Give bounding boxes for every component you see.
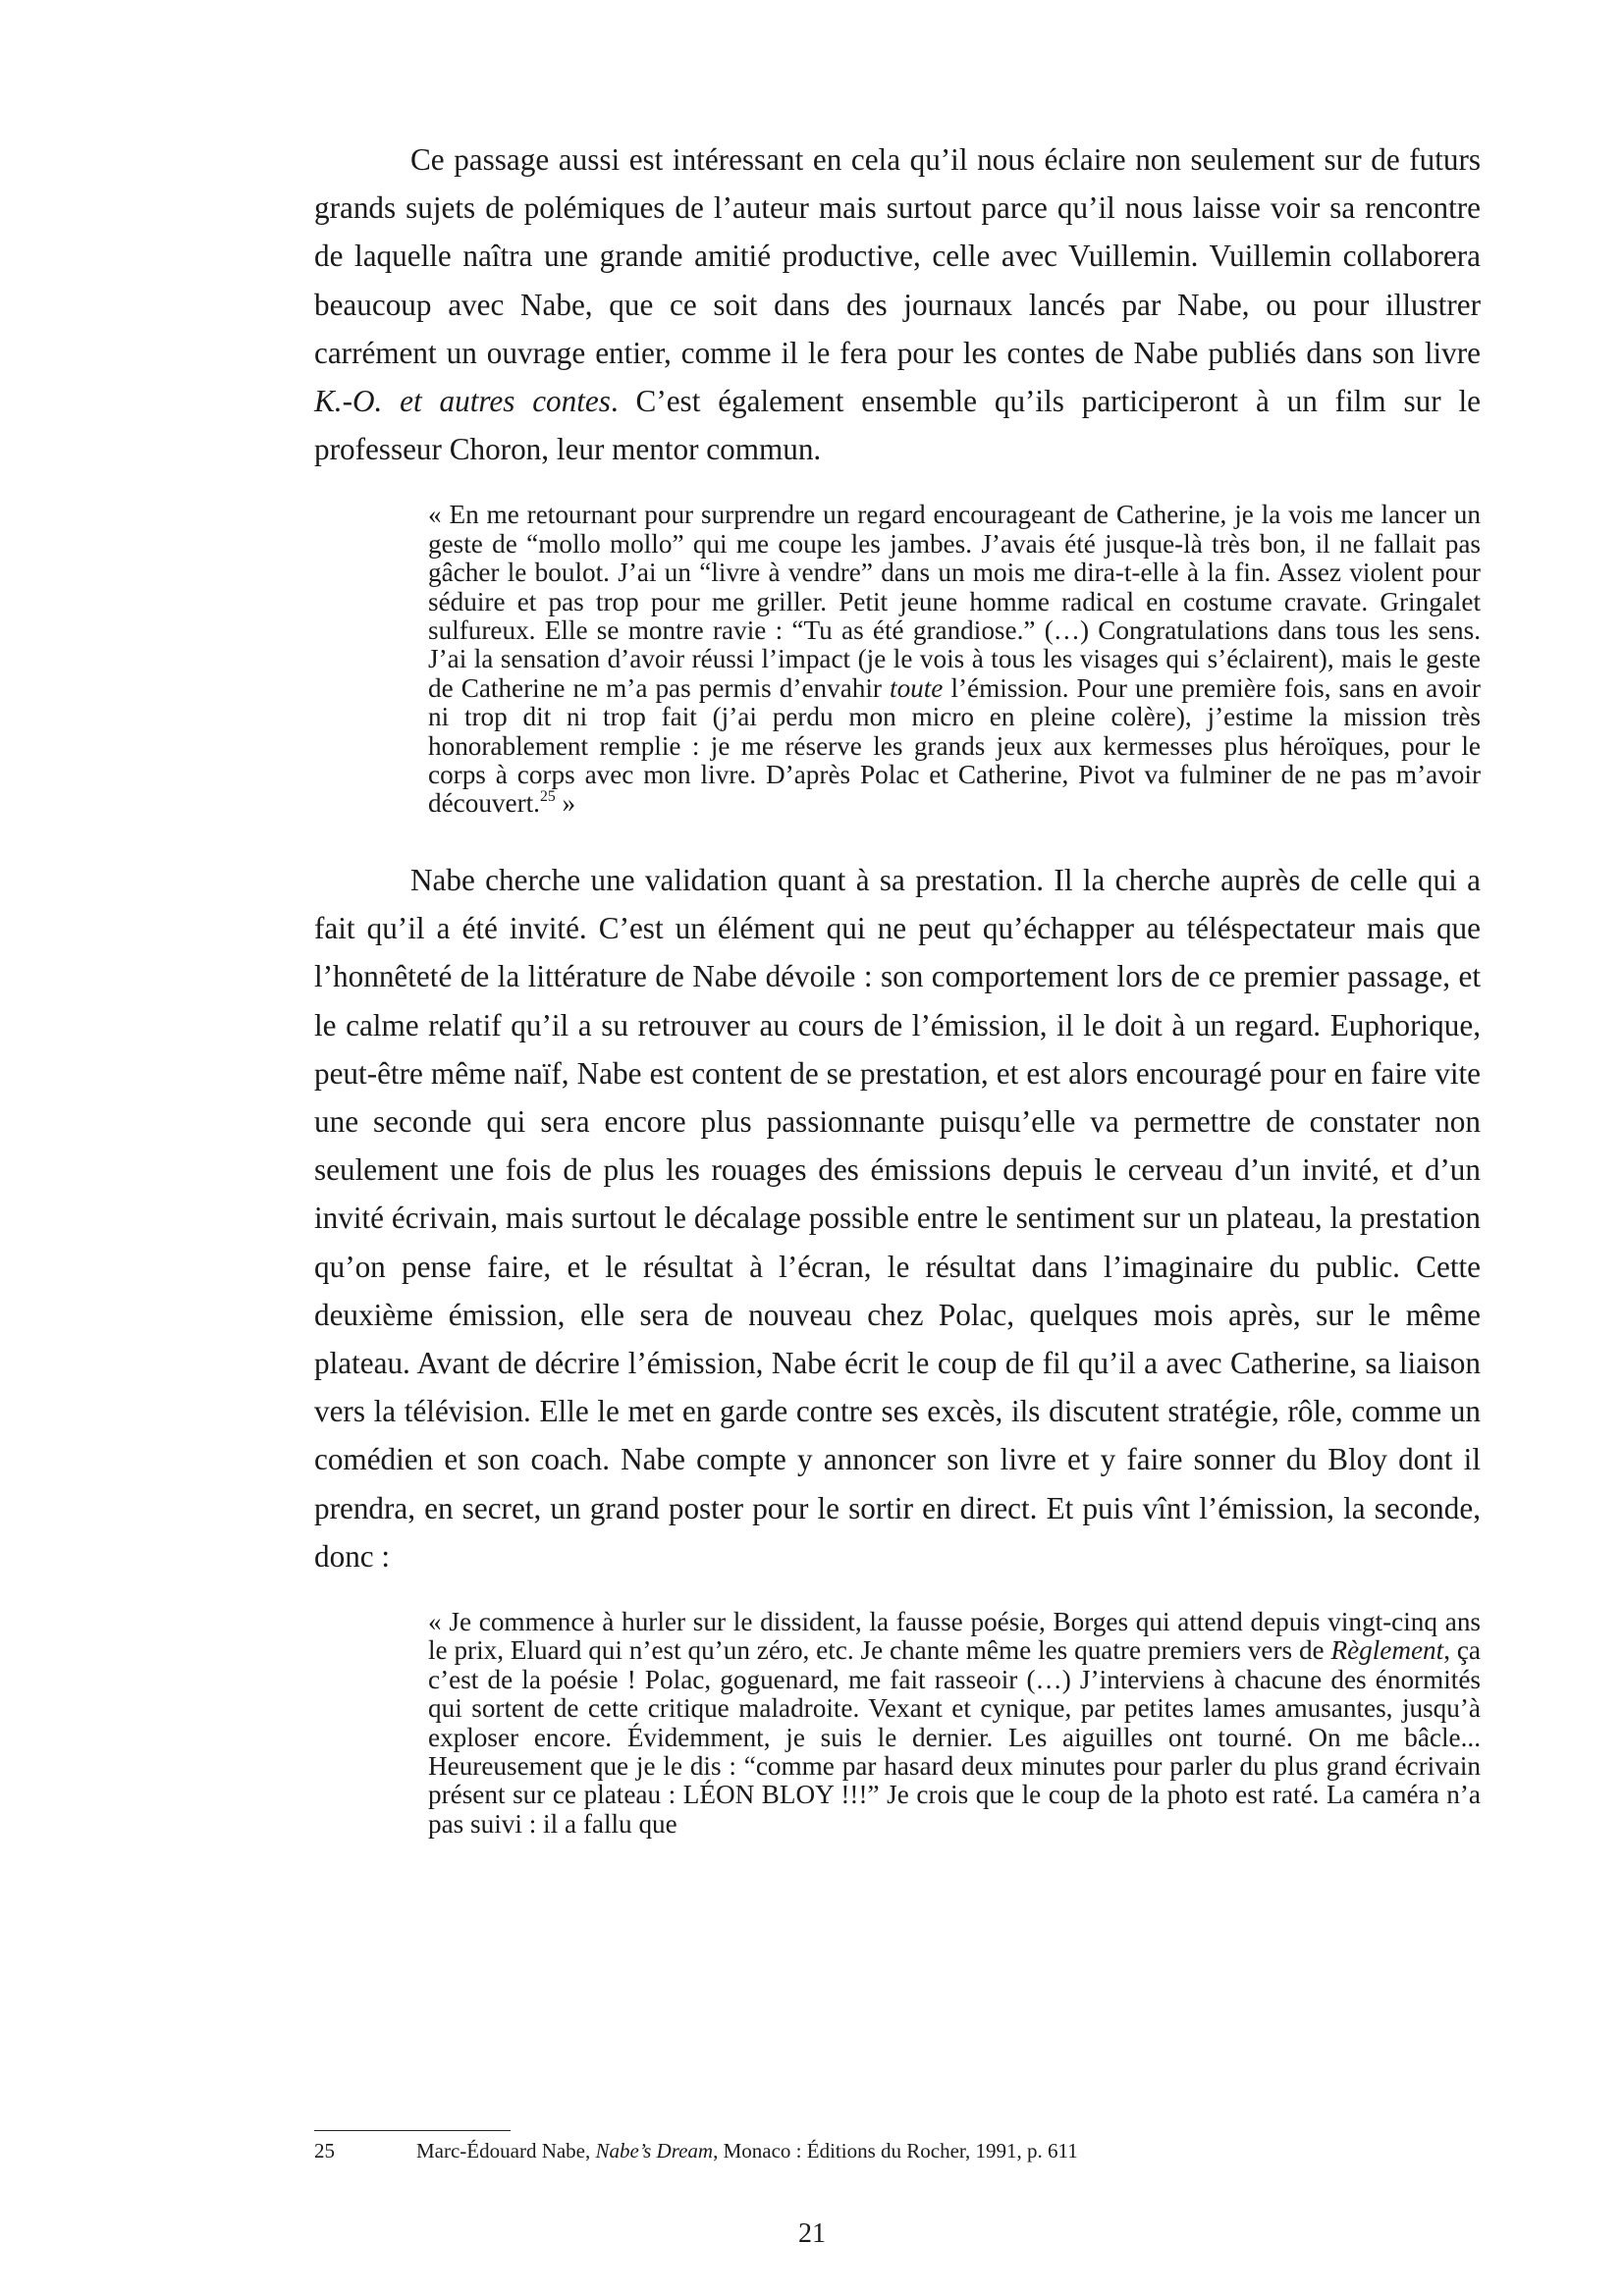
paragraph-1-text-a: Ce passage aussi est intéressant en cela qu’il nous éclaire non seulement sur de futurs grands sujets de polémiques de l’auteur mais surtout parce qu’il nous laisse voir sa rencontre de laquelle naîtra une grande amitié productive, celle avec Vuillemin. Vuillemin collaborera beaucoup avec Nabe, que ce soit dans des journaux lancés par Nabe, ou pour illustrer carrément un ouvrage entier, comme il le fera pour les contes de Nabe publiés dans son livre bbox=[314, 142, 1481, 370]
quote-1-emphasis: toute bbox=[890, 672, 944, 703]
footnote-text-a: Marc-Édouard Nabe, bbox=[416, 2139, 596, 2163]
quote-1-text-b: l’émission. Pour une première fois, sans en avoir ni trop dit ni trop fait (j’ai perdu mon micro en pleine colère), j’estime la mission très honorablement remplie : je me réserve les grands jeux aux kermesses plus héroïques, pour le corps à corps avec mon livre. D’après Polac et Catherine, Pivot va fulminer de ne pas m’avoir découvert. bbox=[428, 672, 1481, 819]
paragraph-2: Nabe cherche une validation quant à sa prestation. Il la cherche auprès de celle qui a fait qu’il a été invité. C’est un élément qui ne peut qu’échapper au téléspectateur mais que l’honnêteté de la littérature de Nabe dévoile : son comportement lors de ce premier passage, et le calme relatif qu’il a su retrouver au cours de l’émission, il le doit à un regard. Euphorique, peut-être même naïf, Nabe est content de se prestation, et est alors encouragé pour en faire vite une seconde qui sera encore plus passionnante puisqu’elle va permettre de constater non seulement une fois de plus les rouages des émissions depuis le cerveau d’un invité, et d’un invité écrivain, mais surtout le décalage possible entre le sentiment sur un plateau, la prestation qu’on pense faire, et le résultat à l’écran, le résultat dans l’imaginaire du public. Cette deuxième émission, elle sera de nouveau chez Polac, quelques mois après, sur le même plateau. Avant de décrire l’émission, Nabe écrit le coup de fil qu’il a avec Catherine, sa liaison vers la télévision. Elle le met en garde contre ses excès, ils discutent stratégie, rôle, comme un comédien et son coach. Nabe compte y annoncer son livre et y faire sonner du Bloy dont il prendra, en secret, un grand poster pour le sortir en direct. Et puis vînt l’émission, la seconde, donc : bbox=[314, 862, 1481, 1574]
quote-1-text-a: « En me retournant pour surprendre un regard encourageant de Catherine, je la vois me lancer un geste de “mollo mollo” qui me coupe les jambes. J’avais été jusque-là très bon, il ne fallait pas gâcher le boulot. J’ai un “livre à vendre” dans un mois me dira-t-elle à la fin. Assez violent pour séduire et pas trop pour me griller. Petit jeune homme radical en costume cravate. Gringalet sulfureux. Elle se montre ravie : “Tu as été grandiose.” (…) Congratulations dans tous les sens. J’ai la sensation d’avoir réussi l’impact (je le vois à tous les visages qui s’éclairent), mais le geste de Catherine ne m’a pas permis d’envahir bbox=[428, 500, 1481, 703]
paragraph-1-text-b: . C’est également ensemble qu’ils participeront à un film sur le professeur Choron, leur mentor commun. bbox=[314, 384, 1481, 467]
footnote-divider bbox=[314, 2130, 511, 2131]
quote-2-text-b: , ça c’est de la poésie ! Polac, goguenard, me fait rasseoir (…) J’interviens à chacune des énormités qui sortent de cette critique maladroite. Vexant et cynique, par petites lames amusantes, jusqu’à exploser encore. Évidemment, je suis le dernier. Les aiguilles ont tourné. On me bâcle... Heureusement que je le dis : “comme par hasard deux minutes pour parler du plus grand écrivain présent sur ce plateau : LÉON BLOY !!!” Je crois que le coup de la photo est raté. La caméra n’a pas suivi : il a fallu que bbox=[428, 1635, 1481, 1839]
page-body bbox=[314, 135, 1481, 1839]
page-number: 21 bbox=[798, 2218, 826, 2249]
footnote-number: 25 bbox=[314, 2139, 335, 2163]
quote-1-text-c: » bbox=[555, 788, 576, 819]
footnote-book-title: Nabe’s Dream bbox=[595, 2139, 714, 2163]
book-title-ko: K.-O. et autres contes bbox=[314, 384, 611, 419]
footnote-reference[interactable]: 25 bbox=[539, 788, 556, 806]
paragraph-1 bbox=[314, 135, 1481, 473]
footnote bbox=[314, 2137, 1481, 2164]
quote-2-text-a: « Je commence à hurler sur le dissident, la fausse poésie, Borges qui attend depuis vingt-cinq ans le prix, Eluard qui n’est qu’un zéro, etc. Je chante même les quatre premiers vers de bbox=[428, 1606, 1481, 1666]
title-reglement: Règlement bbox=[1330, 1635, 1444, 1666]
block-quote-1 bbox=[428, 501, 1481, 818]
footnote-text-b: , Monaco : Éditions du Rocher, 1991, p. 611 bbox=[713, 2139, 1078, 2163]
block-quote-2 bbox=[428, 1608, 1481, 1839]
